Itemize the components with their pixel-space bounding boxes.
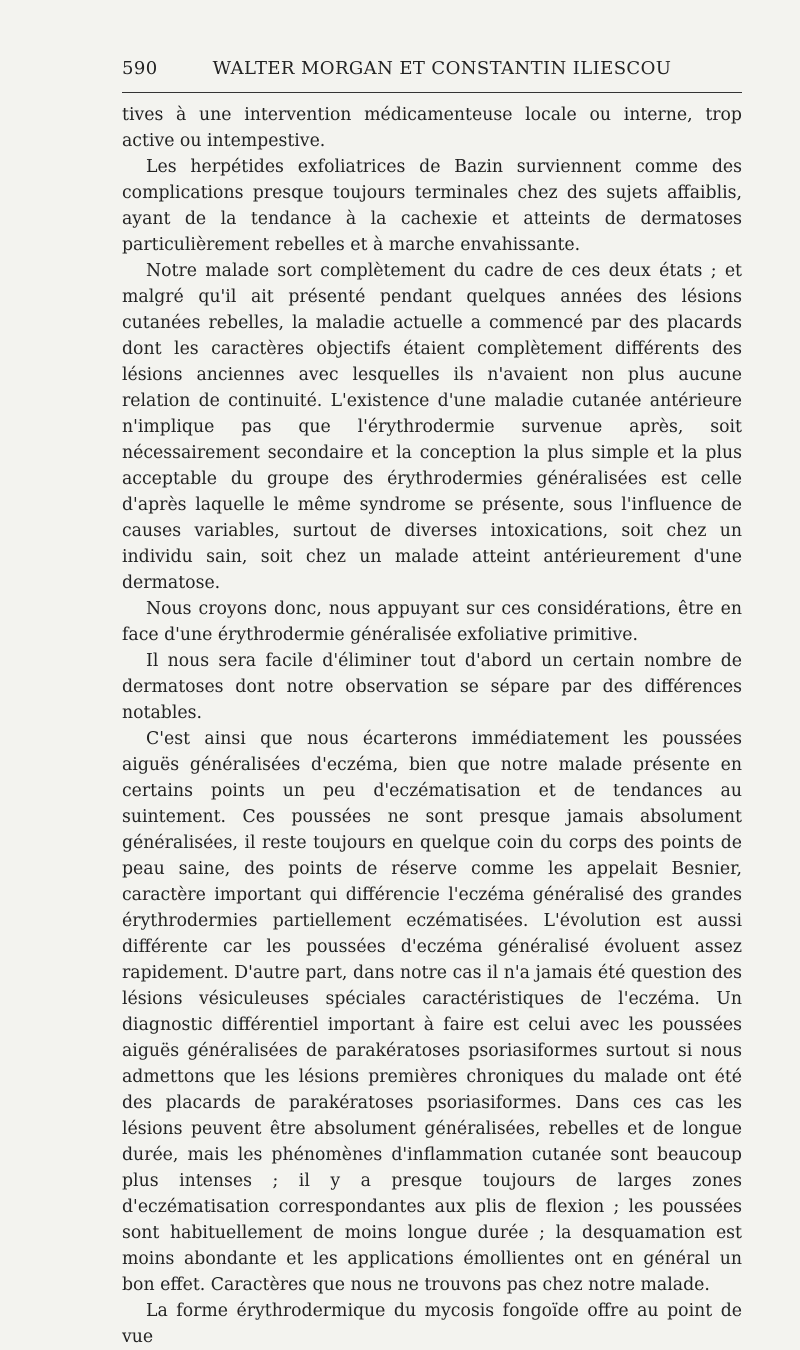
paragraph: tives à une intervention médicamenteuse locale ou interne, trop active ou intempestive.	[122, 105, 742, 151]
paragraph: Les herpétides exfoliatrices de Bazin surviennent comme des complications presque toujours terminales chez des sujets affaiblis, ayant de la tendance à la cachexie et atteints de dermatoses particulièrement rebelles et à marche envahissante.	[122, 157, 742, 255]
paragraph: Nous croyons donc, nous appuyant sur ces considérations, être en face d'une érythrodermie généralisée exfoliative primitive.	[122, 599, 742, 645]
body-text	[122, 102, 742, 1350]
paragraph: Notre malade sort complètement du cadre de ces deux états ; et malgré qu'il ait présenté pendant quelques années des lésions cutanées rebelles, la maladie actuelle a commencé par des placards dont les caractères objectifs étaient complètement différents des lésions anciennes avec lesquelles ils n'avaient non plus aucune relation de continuité. L'existence d'une maladie cutanée antérieure n'implique pas que l'érythrodermie survenue après, soit nécessairement secondaire et la conception la plus simple et la plus acceptable du groupe des érythrodermies généralisées est celle d'après laquelle le même syndrome se présente, sous l'influence de causes variables, surtout de diverses intoxications, soit chez un individu sain, soit chez un malade atteint antérieurement d'une dermatose.	[122, 261, 742, 593]
page-number: 590	[122, 58, 158, 79]
paragraph: C'est ainsi que nous écarterons immédiatement les poussées aiguës généralisées d'eczéma, bien que notre malade présente en certains points un peu d'eczématisation et de tendances au suintement. Ces poussées ne sont presque jamais absolument généralisées, il reste toujours en quelque coin du corps des points de peau saine, des points de réserve comme les appelait Besnier, caractère important qui différencie l'eczéma généralisé des grandes érythrodermies partiellement eczématisées. L'évolution est aussi différente car les poussées d'eczéma généralisé évoluent assez rapidement. D'autre part, dans notre cas il n'a jamais été question des lésions vésiculeuses spéciales caractéristiques de l'eczéma. Un diagnostic différentiel important à faire est celui avec les poussées aiguës généralisées de parakératoses psoriasiformes surtout si nous admettons que les lésions premières chroniques du malade ont été des placards de parakératoses psoriasiformes. Dans ces cas les lésions peuvent être absolument généralisées, rebelles et de longue durée, mais les phénomènes d'inflammation cutanée sont beaucoup plus intenses ; il y a presque toujours de larges zones d'eczématisation correspondantes aux plis de flexion ; les poussées sont habituellement de moins longue durée ; la desquamation est moins abondante et les applications émollientes ont en général un bon effet. Caractères que nous ne trouvons pas chez notre malade.	[122, 729, 742, 1295]
paragraph: Il nous sera facile d'éliminer tout d'abord un certain nombre de dermatoses dont notre observation se sépare par des différences notables.	[122, 651, 742, 723]
running-header	[122, 52, 742, 86]
header-rule	[122, 92, 742, 93]
running-title: WALTER MORGAN ET CONSTANTIN ILIESCOU	[212, 58, 672, 79]
paragraph: La forme érythrodermique du mycosis fongoïde offre au point de vue	[122, 1301, 742, 1347]
